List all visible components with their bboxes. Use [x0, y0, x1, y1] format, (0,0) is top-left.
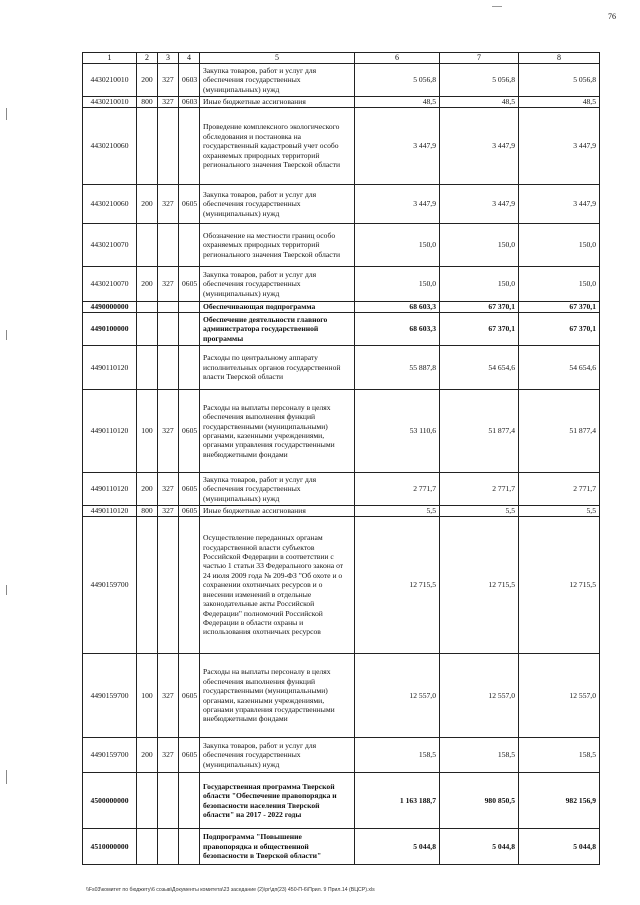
cell-v6: 5,5: [355, 506, 440, 517]
margin-mark: [6, 330, 7, 340]
cell-c3: 327: [158, 64, 179, 97]
column-header: 5: [200, 53, 355, 64]
cell-c4: 0603: [179, 64, 200, 97]
cell-desc: Иные бюджетные ассигнования: [200, 97, 355, 108]
cell-desc: Иные бюджетные ассигнования: [200, 506, 355, 517]
cell-v8: 5 056,8: [519, 64, 600, 97]
cell-c3: 327: [158, 390, 179, 473]
cell-v7: 5 044,8: [440, 829, 519, 865]
cell-v8: 51 877,4: [519, 390, 600, 473]
budget-table: [82, 52, 600, 865]
cell-code: 4490100000: [83, 313, 137, 346]
cell-c2: 800: [137, 97, 158, 108]
cell-c2: [137, 829, 158, 865]
cell-c3: 327: [158, 185, 179, 224]
cell-v7: 5 056,8: [440, 64, 519, 97]
cell-code: 4430210060: [83, 108, 137, 185]
cell-v6: 150,0: [355, 267, 440, 302]
margin-mark: [6, 770, 7, 784]
cell-v7: 5,5: [440, 506, 519, 517]
cell-c3: 327: [158, 738, 179, 773]
cell-c2: 100: [137, 654, 158, 738]
column-header: 6: [355, 53, 440, 64]
page-number: 76: [608, 12, 616, 21]
cell-v7: 150,0: [440, 267, 519, 302]
cell-c4: [179, 517, 200, 654]
cell-c4: 0605: [179, 390, 200, 473]
cell-desc: Проведение комплексного экологического обследования и постановка на государственный кадастровый учет особо охраняемых природных территорий регионального значения Тверской области: [200, 108, 355, 185]
cell-c4: [179, 302, 200, 313]
cell-c2: [137, 346, 158, 390]
cell-c4: [179, 346, 200, 390]
cell-code: 4490000000: [83, 302, 137, 313]
table-row: [83, 267, 600, 302]
cell-v6: 12 557,0: [355, 654, 440, 738]
cell-v8: 150,0: [519, 267, 600, 302]
cell-v6: 48,5: [355, 97, 440, 108]
top-dash: [492, 6, 502, 7]
cell-desc: Закупка товаров, работ и услуг для обеспечения государственных (муниципальных) нужд: [200, 738, 355, 773]
cell-desc: Обеспечение деятельности главного администратора государственной программы: [200, 313, 355, 346]
cell-c2: 200: [137, 738, 158, 773]
cell-desc: Закупка товаров, работ и услуг для обеспечения государственных (муниципальных) нужд: [200, 473, 355, 506]
cell-v8: 158,5: [519, 738, 600, 773]
cell-v7: 150,0: [440, 224, 519, 267]
cell-code: 4430210060: [83, 185, 137, 224]
cell-c4: 0605: [179, 654, 200, 738]
cell-c2: [137, 302, 158, 313]
cell-c4: [179, 773, 200, 829]
cell-code: 4490110120: [83, 390, 137, 473]
cell-c4: [179, 313, 200, 346]
cell-c2: [137, 517, 158, 654]
cell-v7: 54 654,6: [440, 346, 519, 390]
table-row: [83, 313, 600, 346]
cell-v7: 48,5: [440, 97, 519, 108]
cell-v7: 2 771,7: [440, 473, 519, 506]
cell-v7: 3 447,9: [440, 185, 519, 224]
cell-desc: Закупка товаров, работ и услуг для обеспечения государственных (муниципальных) нужд: [200, 185, 355, 224]
cell-c2: [137, 773, 158, 829]
cell-v8: 3 447,9: [519, 108, 600, 185]
cell-code: 4430210070: [83, 267, 137, 302]
margin-mark: [6, 585, 7, 595]
cell-v8: 12 557,0: [519, 654, 600, 738]
cell-v6: 3 447,9: [355, 108, 440, 185]
cell-v6: 68 603,3: [355, 302, 440, 313]
cell-desc: Расходы по центральному аппарату исполнительных органов государственной власти Тверской области: [200, 346, 355, 390]
cell-v8: 5 044,8: [519, 829, 600, 865]
cell-v7: 12 557,0: [440, 654, 519, 738]
cell-v8: 5,5: [519, 506, 600, 517]
cell-c3: [158, 517, 179, 654]
cell-code: 4430210010: [83, 64, 137, 97]
cell-c3: [158, 224, 179, 267]
cell-desc: Закупка товаров, работ и услуг для обеспечения государственных (муниципальных) нужд: [200, 64, 355, 97]
cell-c2: [137, 224, 158, 267]
cell-v6: 158,5: [355, 738, 440, 773]
cell-v8: 2 771,7: [519, 473, 600, 506]
cell-c2: 800: [137, 506, 158, 517]
cell-c3: 327: [158, 97, 179, 108]
cell-c4: [179, 108, 200, 185]
cell-desc: Осуществление переданных органам государственной власти субъектов Российской Федерации в соответствии с частью 1 статьи 33 Федерального закона от 24 июля 2009 года № 209-ФЗ "Об охоте и о сохранении охотничьих ресурсов и о внесении изменений в отдельные законодательные акты Российской Федерации" полномочий Российской Федерации в области охраны и использования охотничьих ресурсов: [200, 517, 355, 654]
cell-v7: 3 447,9: [440, 108, 519, 185]
cell-v6: 150,0: [355, 224, 440, 267]
cell-v7: 51 877,4: [440, 390, 519, 473]
table-row: [83, 738, 600, 773]
column-header: 3: [158, 53, 179, 64]
cell-c3: [158, 829, 179, 865]
cell-v6: 2 771,7: [355, 473, 440, 506]
cell-v8: 150,0: [519, 224, 600, 267]
cell-c3: [158, 108, 179, 185]
cell-c4: 0605: [179, 738, 200, 773]
table-row: [83, 517, 600, 654]
table-row: [83, 473, 600, 506]
cell-v7: 12 715,5: [440, 517, 519, 654]
cell-code: 4430210070: [83, 224, 137, 267]
cell-v8: 3 447,9: [519, 185, 600, 224]
cell-code: 4490159700: [83, 517, 137, 654]
cell-v7: 67 370,1: [440, 302, 519, 313]
cell-v6: 3 447,9: [355, 185, 440, 224]
cell-v8: 982 156,9: [519, 773, 600, 829]
cell-c2: 200: [137, 473, 158, 506]
cell-c4: 0605: [179, 473, 200, 506]
table-row: [83, 302, 600, 313]
table-row: [83, 224, 600, 267]
cell-c3: [158, 313, 179, 346]
column-header: 1: [83, 53, 137, 64]
cell-c2: [137, 108, 158, 185]
cell-v8: 12 715,5: [519, 517, 600, 654]
cell-code: 4430210010: [83, 97, 137, 108]
cell-code: 4510000000: [83, 829, 137, 865]
table-row: [83, 390, 600, 473]
cell-desc: Расходы на выплаты персоналу в целях обеспечения выполнения функций государственными (муниципальными) органами, казенными учреждениями, органами управления государственными внебюджетными фондами: [200, 654, 355, 738]
cell-code: 4490110120: [83, 346, 137, 390]
cell-c4: 0605: [179, 506, 200, 517]
cell-desc: Обозначение на местности границ особо охраняемых природных территорий регионального значения Тверской области: [200, 224, 355, 267]
file-path-footer: \\Fs03\комитет по бюджету\6 созыв\Документы комитета\23 заседание (2)\рг\дп(23) 450-П-6\Прил. 9 Прил.14 (ВЦСР).xls: [86, 887, 375, 893]
cell-c3: 327: [158, 654, 179, 738]
cell-c3: [158, 302, 179, 313]
cell-v6: 12 715,5: [355, 517, 440, 654]
cell-c3: 327: [158, 267, 179, 302]
cell-code: 4490110120: [83, 506, 137, 517]
cell-v6: 5 056,8: [355, 64, 440, 97]
cell-v7: 67 370,1: [440, 313, 519, 346]
cell-c4: 0603: [179, 97, 200, 108]
table-row: [83, 346, 600, 390]
table-row: [83, 108, 600, 185]
cell-v6: 68 603,3: [355, 313, 440, 346]
cell-v7: 158,5: [440, 738, 519, 773]
cell-desc: Расходы на выплаты персоналу в целях обеспечения выполнения функций государственными (муниципальными) органами, казенными учреждениями, органами управления государственными внебюджетными фондами: [200, 390, 355, 473]
cell-c4: [179, 224, 200, 267]
cell-code: 4490159700: [83, 738, 137, 773]
cell-v7: 980 850,5: [440, 773, 519, 829]
column-header: 8: [519, 53, 600, 64]
cell-c3: 327: [158, 506, 179, 517]
column-header: 4: [179, 53, 200, 64]
cell-desc: Обеспечивающая подпрограмма: [200, 302, 355, 313]
header-row: [83, 53, 600, 64]
cell-v6: 1 163 188,7: [355, 773, 440, 829]
cell-code: 4490110120: [83, 473, 137, 506]
cell-desc: Подпрограмма "Повышение правопорядка и общественной безопасности в Тверской области": [200, 829, 355, 865]
cell-v6: 53 110,6: [355, 390, 440, 473]
margin-mark: [6, 108, 7, 120]
cell-desc: Закупка товаров, работ и услуг для обеспечения государственных (муниципальных) нужд: [200, 267, 355, 302]
cell-v6: 55 887,8: [355, 346, 440, 390]
cell-code: 4500000000: [83, 773, 137, 829]
cell-c2: 200: [137, 64, 158, 97]
table-row: [83, 654, 600, 738]
cell-v8: 48,5: [519, 97, 600, 108]
cell-c4: [179, 829, 200, 865]
cell-code: 4490159700: [83, 654, 137, 738]
cell-desc: Государственная программа Тверской области "Обеспечение правопорядка и безопасности населения Тверской области" на 2017 - 2022 годы: [200, 773, 355, 829]
column-header: 2: [137, 53, 158, 64]
table-row: [83, 773, 600, 829]
cell-c3: [158, 773, 179, 829]
cell-v6: 5 044,8: [355, 829, 440, 865]
table-row: [83, 64, 600, 97]
cell-c2: [137, 313, 158, 346]
cell-c2: 200: [137, 267, 158, 302]
cell-c2: 100: [137, 390, 158, 473]
cell-v8: 67 370,1: [519, 302, 600, 313]
table-row: [83, 185, 600, 224]
cell-v8: 67 370,1: [519, 313, 600, 346]
cell-v8: 54 654,6: [519, 346, 600, 390]
cell-c3: 327: [158, 473, 179, 506]
table-row: [83, 829, 600, 865]
cell-c4: 0605: [179, 267, 200, 302]
table-row: [83, 97, 600, 108]
table-row: [83, 506, 600, 517]
cell-c3: [158, 346, 179, 390]
column-header: 7: [440, 53, 519, 64]
cell-c4: 0605: [179, 185, 200, 224]
cell-c2: 200: [137, 185, 158, 224]
